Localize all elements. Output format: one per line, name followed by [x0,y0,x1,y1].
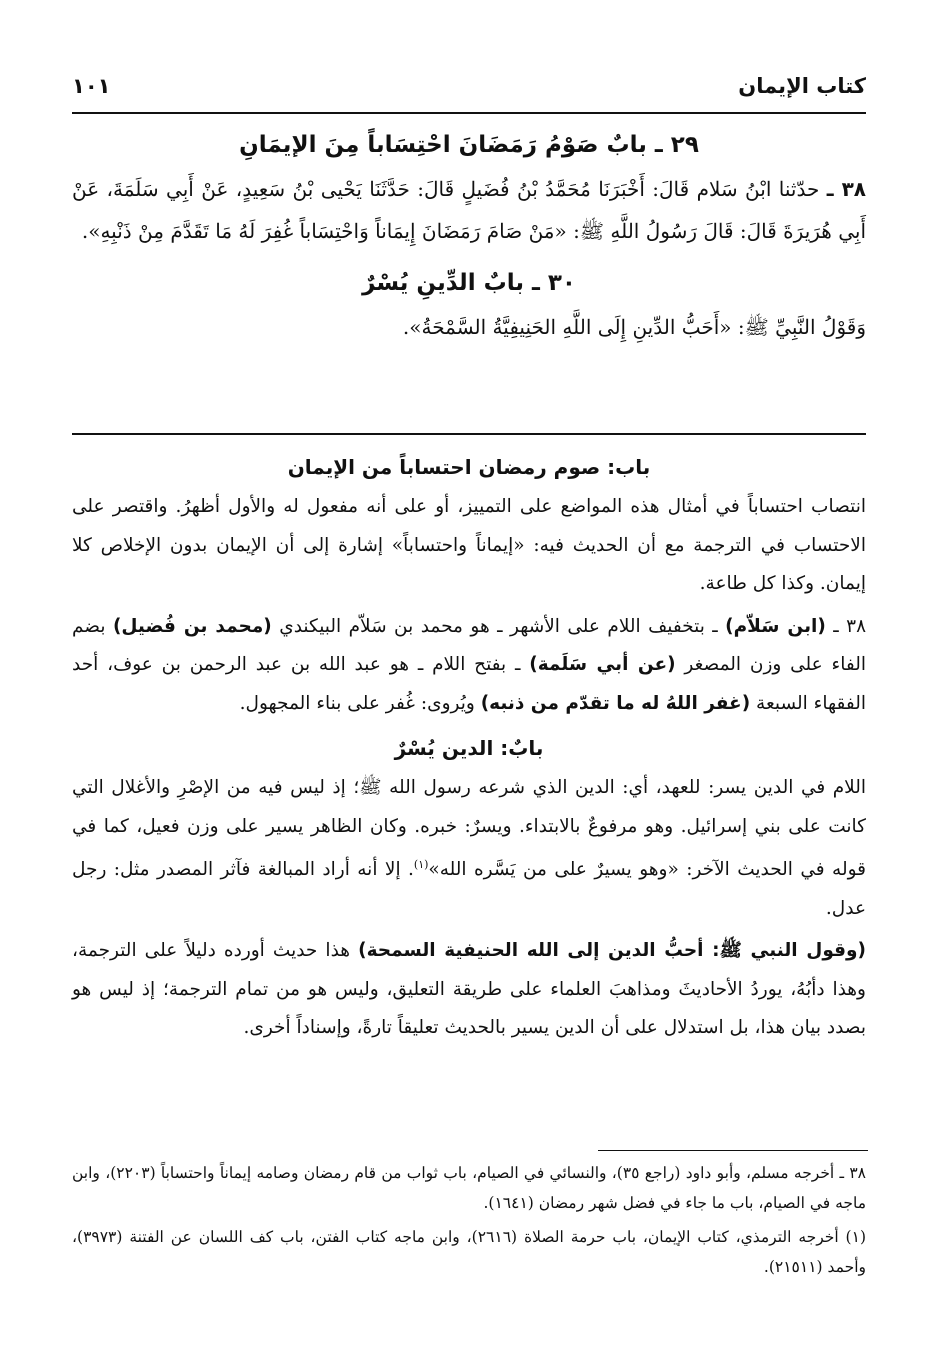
term-ibn-sallam: (ابن سَلاّم) [725,615,826,637]
commentary-heading-2: بابٌ: الدين يُسْرٌ [394,736,544,760]
paragraph-number: ٣٨ ـ [833,615,867,637]
bab-29-heading: ٢٩ ـ بابٌ صَوْمُ رَمَضَانَ احْتِسَاباً مِنَ الإيمَانِ [239,132,699,158]
commentary-paragraph-2 [72,608,866,724]
term-abi-salama: (عن أبي سَلَمة) [529,654,676,675]
term-prophet-saying: (وقول النبي ﷺ: أحبُّ الدين إلى الله الحنيفية السمحة) [358,940,866,962]
bab-30-heading: ٣٠ ـ بابٌ الدِّينِ يُسْرٌ [362,270,576,296]
page-number: ١٠١ [72,74,111,98]
footnote-38: ٣٨ ـ أخرجه مسلم، وأبو داود (راجع ٣٥)، والنسائي في الصيام، باب ثواب من قام رمضان وصامه إيماناً واحتساباً (٢٢٠٣)، وابن ماجه في الصيام، باب ما جاء في فضل شهر رمضان (١٦٤١). [72,1164,866,1212]
footnote-ref: (١) [413,858,429,871]
hadith-38-text: حدّثنا ابْنُ سَلام قَالَ: أَخْبَرَنَا مُحَمَّدُ بْنُ فُضَيلٍ قَالَ: حَدَّثَنَا يَحْيى بْنُ سَعِيدٍ، عَنْ أَبِي سَلَمَةَ، عَنْ أَبِي هُرَيرَةَ قَالَ: قَالَ رَسُولُ اللَّهِ ﷺ: «مَنْ صَامَ رَمَضَانَ إِيمَاناً وَاحْتِسَاباً غُفِرَ لَهُ مَا تَقَدَّمَ مِنْ ذَنْبِهِ». [72,177,866,243]
commentary-text: ـ بفتح اللام ـ هو عبد الله بن عبد الرحمن بن عوف، أحد الفقهاء السبعة [72,654,866,714]
term-muhammad-ibn-fudayl: (محمد بن فُضيل) [112,615,272,637]
footnotes [72,1158,866,1286]
commentary-text: . إلا أنه أراد المبالغة فآثر المصدر مثل: رجل عدل. [72,859,866,919]
section-divider [72,433,866,435]
commentary-paragraph-1: انتصاب احتساباً في أمثال هذه المواضع على التمييز، أو على أنه مفعول له والأول أظهرُ. واقتصر على الاحتساب في الترجمة مع أن الحديث فيه: «إيماناً واحتساباً» إشارة إلى أن الإيمان بدون الإخلاص كلا إيمان. وكذا كل طاعة. [72,496,866,594]
term-ghufira: (غفر اللهُ له ما تقدّم من ذنبه) [480,692,751,714]
commentary-paragraph-4 [72,932,866,1048]
hadith-section [72,122,866,348]
footnote-divider [598,1150,868,1151]
hadith-number: ٣٨ ـ [826,177,866,201]
hadith-38 [72,168,866,252]
header-divider [72,112,866,114]
commentary-section [72,446,866,1052]
commentary-heading-1: باب: صوم رمضان احتساباً من الإيمان [287,455,651,479]
footnote-1: (١) أخرجه الترمذي، كتاب الإيمان، باب حرمة الصلاة (٢٦١٦)، وابن ماجه كتاب الفتن، باب كف اللسان عن الفتنة (٣٩٧٣)، وأحمد (٢١٥١١). [72,1228,866,1276]
commentary-text: ـ بتخفيف اللام على الأشهر ـ هو محمد بن سَلاّم البيكندي [279,615,718,637]
commentary-text: بضم الفاء على وزن المصغر [72,615,867,675]
bab-30-text: وَقَوْلُ النَّبِيِّ ﷺ: «أَحَبُّ الدِّينِ إِلَى اللَّهِ الحَنِيفِيَّةُ السَّمْحَةُ». [402,315,866,339]
chapter-title: كتاب الإيمان [738,74,866,98]
running-header [72,66,866,106]
commentary-paragraph-3 [72,769,866,928]
commentary-text: اللام في الدين يسر: للعهد، أي: الدين الذي شرعه رسول الله ﷺ؛ إذ ليس فيه من الإصْرِ والأغلال التي كانت على بني إسرائيل. وهو مرفوعٌ بالابتداء. ويسرٌ: خبره. وكان الظاهر يسير على وزن فعيل، كما في قوله في الحديث الآخر: «وهو يسيرٌ على من يَسَّره الله» [72,777,866,881]
commentary-text: هذا حديث أورده دليلاً على الترجمة، وهذا دأبُهُ، يوردُ الأحاديثَ ومذاهبَ العلماء على طريقة التعليق، وليس هو من تمام الترجمة؛ إذ ليس هو بصدد بيان هذا، بل استدلال على أن الدين يسير بالحديث تعليقاً تارةً، وإسناداً أخرى. [72,940,866,1039]
commentary-text: ويُروى: غُفر على بناء المجهول. [239,692,475,714]
